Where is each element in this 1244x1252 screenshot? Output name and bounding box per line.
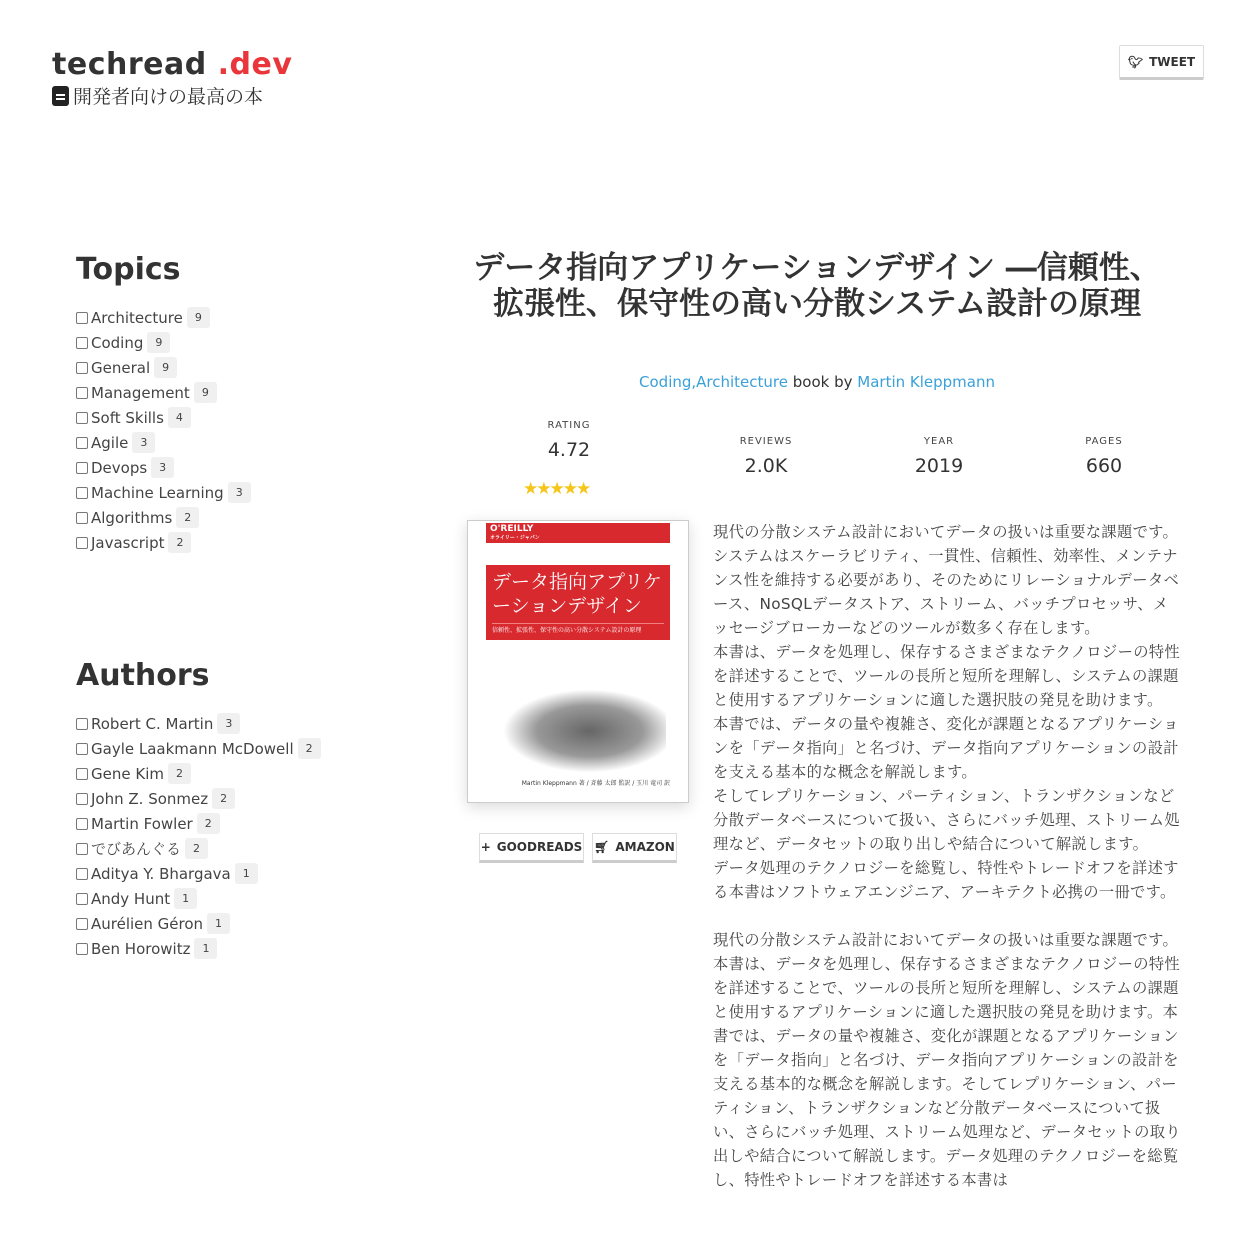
goodreads-button[interactable] [479, 833, 584, 863]
filter-label: Agile [91, 433, 129, 452]
checkbox[interactable] [76, 387, 88, 399]
checkbox[interactable] [76, 918, 88, 930]
filter-item[interactable] [76, 505, 251, 530]
pages-stat [1044, 436, 1164, 477]
book-description [713, 520, 1181, 1216]
filter-item[interactable] [76, 836, 321, 861]
title-line: データ指向アプリケーションデザイン ―信頼性、 [473, 250, 1161, 286]
topics-heading: Topics [76, 252, 181, 287]
checkbox[interactable] [76, 512, 88, 524]
filter-label: General [91, 358, 151, 377]
star-rating: ★★★★★ [523, 479, 590, 499]
stat-value: 4.72 [547, 439, 591, 461]
count-badge: 9 [194, 382, 217, 403]
checkbox[interactable] [76, 893, 88, 905]
filter-item[interactable] [76, 530, 251, 555]
count-badge: 2 [298, 738, 321, 759]
book-meta [462, 373, 1172, 391]
filter-item[interactable] [76, 405, 251, 430]
authors-filter [76, 658, 321, 961]
count-badge: 9 [187, 307, 210, 328]
filter-label: John Z. Sonmez [91, 789, 209, 808]
filter-item[interactable] [76, 480, 251, 505]
publisher-jp: オライリー・ジャパン [490, 535, 540, 541]
filter-item[interactable] [76, 761, 321, 786]
count-badge: 2 [197, 813, 220, 834]
count-badge: 2 [185, 838, 208, 859]
stat-label: REVIEWS [739, 436, 793, 447]
stat-label: RATING [547, 420, 591, 431]
stat-label: YEAR [923, 436, 955, 447]
publisher: O'REILLY [490, 524, 534, 534]
topic-link[interactable]: ,Architecture [691, 373, 788, 391]
stat-value: 2019 [914, 455, 964, 477]
checkbox[interactable] [76, 487, 88, 499]
book-by-text: book by [788, 373, 858, 391]
filter-item[interactable] [76, 861, 321, 886]
checkbox[interactable] [76, 462, 88, 474]
checkbox[interactable] [76, 312, 88, 324]
filter-item[interactable] [76, 430, 251, 455]
cart-icon: 🛒︎ [594, 840, 610, 854]
checkbox[interactable] [76, 768, 88, 780]
filter-item[interactable] [76, 330, 251, 355]
filter-item[interactable] [76, 305, 251, 330]
count-badge: 1 [174, 888, 197, 909]
topic-link[interactable]: Coding [639, 373, 692, 391]
filter-item[interactable] [76, 886, 321, 911]
book-title [462, 250, 1172, 322]
brand-logo[interactable] [52, 48, 292, 109]
filter-item[interactable] [76, 380, 251, 405]
count-badge: 4 [168, 407, 191, 428]
filter-item[interactable] [76, 811, 321, 836]
checkbox[interactable] [76, 337, 88, 349]
checkbox[interactable] [76, 412, 88, 424]
count-badge: 1 [235, 863, 258, 884]
checkbox[interactable] [76, 743, 88, 755]
filter-label: でびあんぐる [91, 840, 182, 858]
filter-item[interactable] [76, 355, 251, 380]
cover-publisher [486, 523, 670, 543]
cover-subtitle: 信頼性、拡張性、保守性の高い分散システム設計の原理 [492, 623, 664, 635]
filter-label: Andy Hunt [91, 889, 171, 908]
reviews-stat [706, 436, 826, 477]
filter-item[interactable] [76, 455, 251, 480]
brand-tagline: 開発者向けの最高の本 [73, 86, 264, 108]
filter-label: Robert C. Martin [91, 714, 214, 733]
count-badge: 2 [168, 532, 191, 553]
checkbox[interactable] [76, 537, 88, 549]
count-badge: 2 [168, 763, 191, 784]
plus-icon: + [480, 840, 491, 854]
goodreads-label: GOODREADS [496, 840, 583, 854]
stat-value: 2.0K [744, 455, 788, 477]
count-badge: 3 [151, 457, 174, 478]
checkbox[interactable] [76, 793, 88, 805]
checkbox[interactable] [76, 868, 88, 880]
filter-label: Gayle Laakmann McDowell [91, 739, 294, 758]
desc-paragraph: 本書は、データを処理し、保存するさまざまなテクノロジーの特性を詳述することで、ツールの長所と短所を理解し、システムの課題と使用するアプリケーションに適した選択肢の発見を助けます。 [713, 643, 1180, 709]
filter-label: Devops [91, 458, 148, 477]
book-cover [467, 520, 689, 803]
tweet-label: TWEET [1149, 54, 1196, 69]
filter-item[interactable] [76, 911, 321, 936]
amazon-label: AMAZON [615, 840, 675, 854]
count-badge: 3 [217, 713, 240, 734]
desc-paragraph: 本書では、データの量や複雑さ、変化が課題となるアプリケーションを「データ指向」と名づけ、データ指向アプリケーションの設計を支える基本的な概念を解説します。 [713, 715, 1179, 781]
desc-paragraph: データ処理のテクノロジーを総覧し、特性やトレードオフを詳述する本書はソフトウェアエンジニア、アーキテクト必携の一冊です。 [713, 859, 1179, 901]
authors-heading: Authors [76, 658, 210, 693]
cover-credits: Martin Kleppmann 著 / 斉藤 太郎 監訳 / 玉川 竜司 訳 [521, 780, 670, 787]
tweet-button[interactable] [1119, 45, 1204, 80]
count-badge: 9 [154, 357, 177, 378]
desc-paragraph: そしてレプリケーション、パーティション、トランザクションなど分散データベースについて扱い、さらにバッチ処理、ストリーム処理など、データセットの取り出しや結合について解説します。 [713, 787, 1180, 853]
count-badge: 3 [132, 432, 155, 453]
checkbox[interactable] [76, 437, 88, 449]
filter-item[interactable] [76, 786, 321, 811]
topics-filter [76, 252, 251, 555]
boar-illustration [496, 686, 666, 776]
desc-paragraph: 現代の分散システム設計においてデータの扱いは重要な課題です。システムはスケーラビリティ、一貫性、信頼性、効率性、メンテナンス性を維持する必要があり、そのためにリレーショナルデータベース、NoSQLデータストア、ストリーム、バッチプロセッサ、メッセージブローカーなどのツールが数多く存在します。 [713, 523, 1180, 637]
filter-item[interactable] [76, 936, 321, 961]
checkbox[interactable] [76, 718, 88, 730]
stat-value: 660 [1085, 455, 1123, 477]
filter-label: Javascript [91, 533, 165, 552]
author-link[interactable]: Martin Kleppmann [857, 373, 995, 391]
rating-stat [509, 420, 629, 461]
filter-label: Aditya Y. Bhargava [91, 864, 231, 883]
book-icon [52, 86, 69, 106]
filter-label: Ben Horowitz [91, 939, 191, 958]
filter-label: Coding [91, 333, 144, 352]
count-badge: 2 [176, 507, 199, 528]
filter-item[interactable] [76, 711, 321, 736]
brand-name-text: techread [52, 47, 207, 82]
filter-label: Aurélien Géron [91, 914, 204, 933]
count-badge: 1 [194, 938, 217, 959]
filter-label: Machine Learning [91, 483, 224, 502]
stat-label: PAGES [1085, 436, 1123, 447]
filter-label: Architecture [91, 308, 183, 327]
cover-title: データ指向アプリケーションデザイン [492, 571, 662, 617]
twitter-icon: 🐦︎ [1127, 54, 1144, 69]
filter-item[interactable] [76, 736, 321, 761]
checkbox[interactable] [76, 362, 88, 374]
year-stat [879, 436, 999, 477]
filter-label: Gene Kim [91, 764, 164, 783]
filter-label: Management [91, 383, 190, 402]
filter-label: Soft Skills [91, 408, 164, 427]
amazon-button[interactable] [592, 833, 677, 863]
brand-name [52, 48, 292, 82]
checkbox[interactable] [76, 843, 88, 855]
filter-label: Martin Fowler [91, 814, 193, 833]
count-badge: 9 [147, 332, 170, 353]
checkbox[interactable] [76, 943, 88, 955]
filter-label: Algorithms [91, 508, 173, 527]
count-badge: 1 [207, 913, 230, 934]
checkbox[interactable] [76, 818, 88, 830]
desc-paragraph: 現代の分散システム設計においてデータの扱いは重要な課題です。本書は、データを処理し、保存するさまざまなテクノロジーの特性を詳述することで、ツールの長所と短所を理解し、システムの課題と使用するアプリケーションに適した選択肢の発見を助けます。本書では、データの量や複雑さ、変化が課題となるアプリケーションを「データ指向」と名づけ、データ指向アプリケーションの設計を支える基本的な概念を解説します。そしてレプリケーション、パーティション、トランザクションなど分散データベースについて扱い、さらにバッチ処理、ストリーム処理など、データセットの取り出しや結合について解説します。データ処理のテクノロジーを総覧し、特性やトレードオフを詳述する本書は [713, 931, 1181, 1189]
count-badge: 2 [212, 788, 235, 809]
count-badge: 3 [228, 482, 251, 503]
brand-tld: .dev [217, 47, 293, 82]
title-line: 拡張性、保守性の高い分散システム設計の原理 [493, 286, 1141, 322]
